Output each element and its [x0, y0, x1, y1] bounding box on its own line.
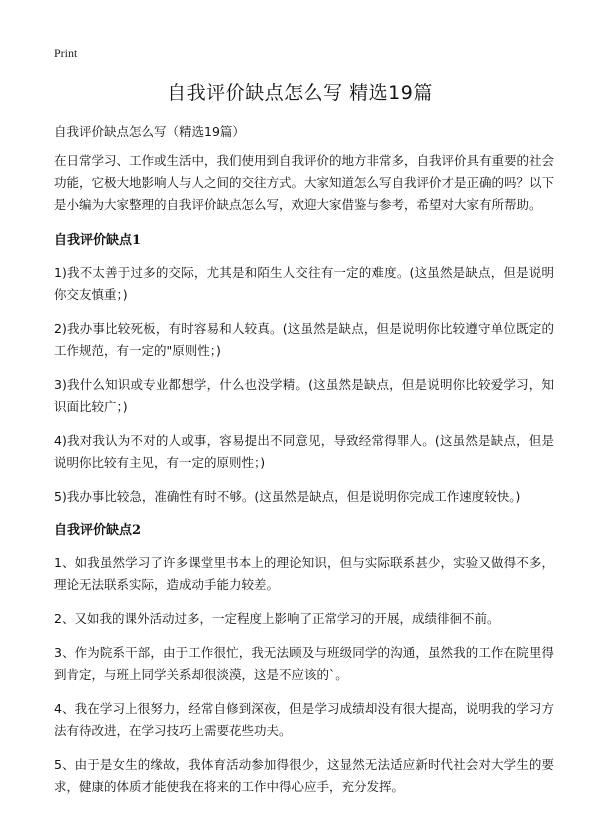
list-item: 2、又如我的课外活动过多，一定程度上影响了正常学习的开展，成绩徘徊不前。	[54, 611, 500, 626]
list-item: 5)我办事比较急，准确性有时不够。(这虽然是缺点，但是说明你完成工作速度较快。)	[54, 489, 521, 504]
intro-paragraph: 在日常学习、工作或生活中，我们使用到自我评价的地方非常多，自我评价具有重要的社会功能，它极大地影响人与人之间的交往方式。大家知道怎么写自我评价才是正确的吗？以下是小编为大家整理的自我评价缺点怎么写，欢迎大家借鉴与参考，希望对大家有所帮助。	[54, 153, 555, 212]
list-item: 1、如我虽然学习了许多课堂里书本上的理论知识，但与实际联系甚少，实验又做得不多，理论无法联系实际，造成动手能力较差。	[54, 555, 554, 592]
section-heading: 自我评价缺点2	[54, 523, 142, 538]
list-item: 3)我什么知识或专业都想学，什么也没学精。(这虽然是缺点，但是说明你比较爱学习，知识面比较广；)	[54, 377, 554, 414]
section-heading: 自我评价缺点1	[54, 233, 142, 248]
page-title: 自我评价缺点怎么写 精选19篇	[167, 82, 433, 104]
list-item: 4)我对我认为不对的人或事，容易提出不同意见，导致经常得罪人。(这虽然是缺点，但是说明你比较有主见，有一定的原则性；)	[54, 433, 554, 470]
print-link[interactable]: Print	[54, 46, 78, 60]
section-1	[54, 230, 554, 508]
list-item: 4、我在学习上很努力，经常自修到深夜，但是学习成绩却没有很大提高，说明我的学习方法有待改进，在学习技巧上需要花些功夫。	[54, 701, 554, 738]
list-item: 3、作为院系干部，由于工作很忙，我无法顾及与班级同学的沟通，虽然我的工作在院里得到肯定，与班上同学关系却很淡漠，这是不应该的`。	[54, 645, 554, 682]
document-subtitle: 自我评价缺点怎么写（精选19篇）	[54, 124, 245, 139]
document-body	[54, 150, 554, 810]
list-item: 1)我不太善于过多的交际，尤其是和陌生人交往有一定的难度。(这虽然是缺点，但是说明你交友慎重；)	[54, 265, 554, 302]
section-2	[54, 520, 554, 798]
list-item: 2)我办事比较死板，有时容易和人较真。(这虽然是缺点，但是说明你比较遵守单位既定的工作规范，有一定的"原则性；)	[54, 321, 554, 358]
list-item: 5、由于是女生的缘故，我体育活动参加得很少，这显然无法适应新时代社会对大学生的要求，健康的体质才能使我在将来的工作中得心应手，充分发挥。	[54, 757, 554, 794]
